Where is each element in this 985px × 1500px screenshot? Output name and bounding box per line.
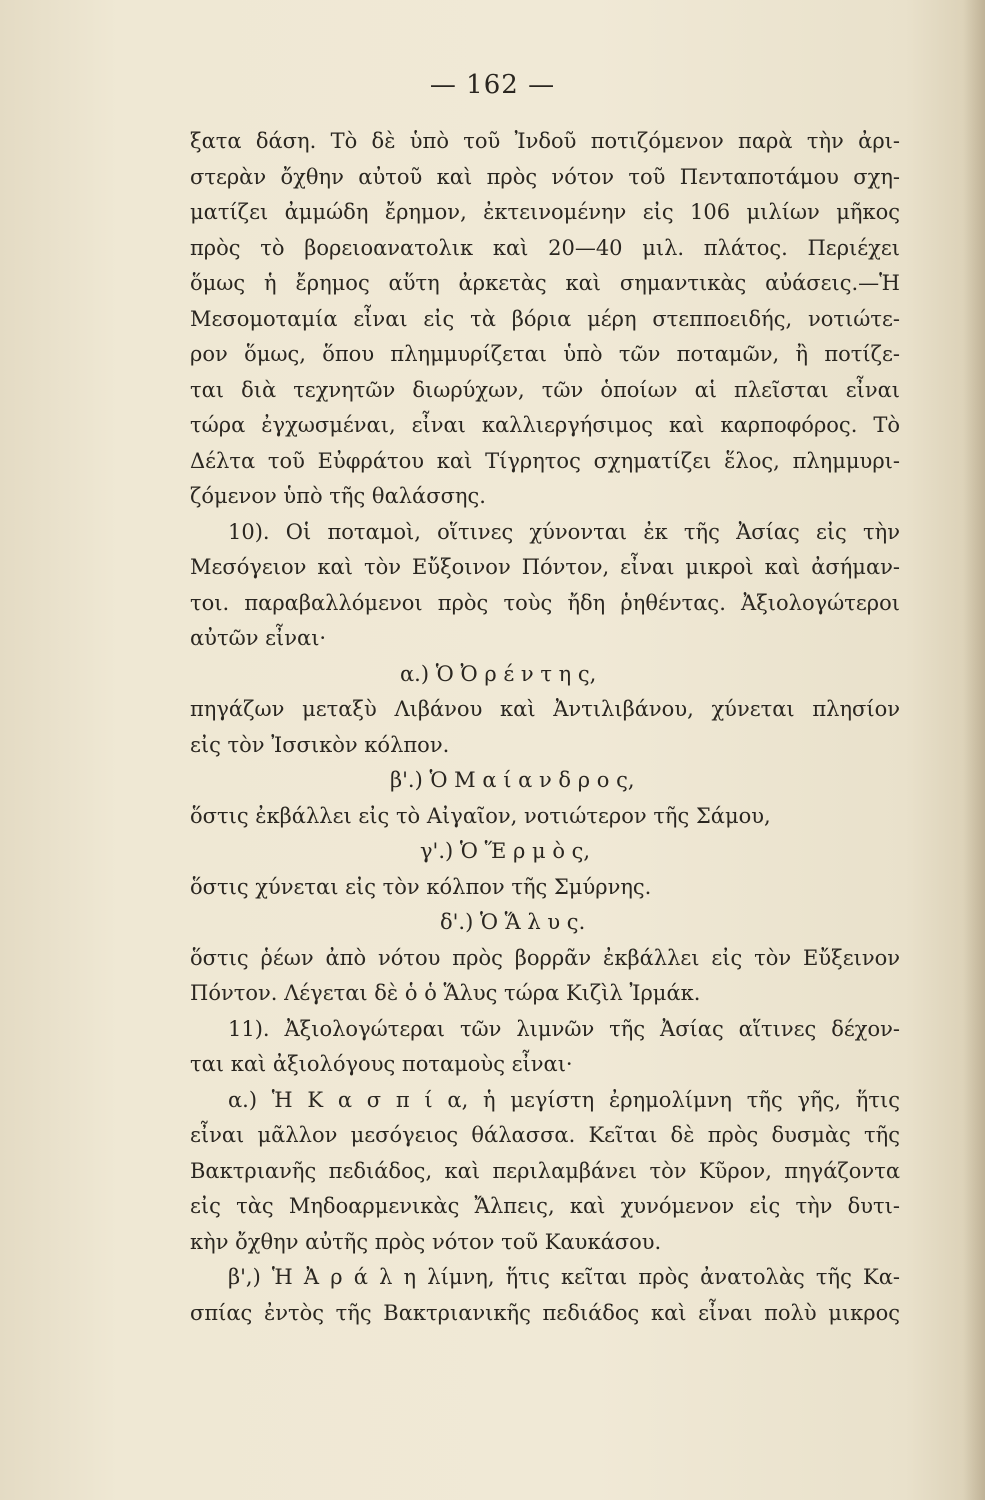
text-line: τώρα ἐγχωσμέναι, εἶναι καλλιεργήσιμος καὶ καρποφόρος. Τὸ	[190, 413, 900, 437]
text-line: στερὰν ὄχθην αὐτοῦ καὶ πρὸς νότον τοῦ Πενταποτάμου σχη-	[190, 164, 900, 189]
text-line: ματίζει ἀμμώδη ἔρημον, ἐκτεινομένην εἰς 106 μιλίων μῆκος	[190, 200, 900, 224]
text-line: τοι. παραβαλλόμενοι πρὸς τοὺς ἤδη ῥηθέντας. Ἀξιολογώτεροι	[190, 590, 900, 615]
text-line: κὴν ὄχθην αὐτῆς πρὸς νότον τοῦ Καυκάσου.	[190, 1229, 662, 1254]
text-line: ξατα δάση. Τὸ δὲ ὑπὸ τοῦ Ἰνδοῦ ποτιζόμενον παρὰ τὴν ἀρι-	[190, 129, 900, 153]
text-line: ται διὰ τεχνητῶν διωρύχων, τῶν ὁποίων αἱ πλεῖσται εἶναι	[190, 377, 900, 402]
page-number: — 162 —	[429, 70, 556, 100]
body-text	[190, 124, 900, 1331]
text-line: Δέλτα τοῦ Εὐφράτου καὶ Τίγρητος σχηματίζει ἕλος, πλημμυρι-	[190, 448, 900, 473]
paragraph-10-start: 10). Οἱ ποταμοὶ, οἵτινες χύνονται ἐκ τῆς Ἀσίας εἰς τὴν	[228, 519, 900, 544]
text-line: εἰς τὰς Μηδοαρμενικὰς Ἄλπεις, καὶ χυνόμενον εἰς τὴν δυτι-	[190, 1194, 900, 1218]
lake-heading-caspian: α.) Ἡ Κ α σ π ί α, ἡ μεγίστη ἐρημολίμνη τῆς γῆς, ἥτις	[228, 1087, 900, 1112]
text-line: ὅστις ῥέων ἀπὸ νότου πρὸς βορρᾶν ἐκβάλλει εἰς τὸν Εὔξεινον	[190, 945, 900, 970]
text-line: ὅμως ἡ ἔρημος αὕτη ἀρκετὰς καὶ σημαντικὰς αὐάσεις.—Ἡ	[190, 271, 900, 295]
river-heading-halys: δ'.) Ὁ Ἅ λ υ ς.	[440, 910, 586, 934]
text-line: εἰς τὸν Ἰσσικὸν κόλπον.	[190, 732, 450, 757]
text-line: ζόμενον ὑπὸ τῆς θαλάσσης.	[190, 484, 486, 508]
paragraph-11-start: 11). Ἀξιολογώτεραι τῶν λιμνῶν τῆς Ἀσίας αἵτινες δέχον-	[228, 1016, 900, 1041]
river-heading-maeander: β'.) Ὁ Μ α ί α ν δ ρ ο ς,	[390, 768, 635, 792]
text-line: Μεσόγειον καὶ τὸν Εὔξοινον Πόντον, εἶναι μικροὶ καὶ ἀσήμαν-	[190, 555, 900, 579]
text-line: ρον ὅμως, ὅπου πλημμυρίζεται ὑπὸ τῶν ποταμῶν, ἢ ποτίζε-	[190, 342, 900, 366]
text-line: εἶναι μᾶλλον μεσόγειος θάλασσα. Κεῖται δὲ πρὸς δυσμὰς τῆς	[190, 1123, 900, 1147]
text-line: αὐτῶν εἶναι·	[190, 626, 327, 650]
lake-heading-aral: β',) Ἡ Ἀ ρ ά λ η λίμνη, ἥτις κεῖται πρὸς ἀνατολὰς τῆς Κα-	[228, 1265, 900, 1289]
text-line: Μεσομοταμία εἶναι εἰς τὰ βόρια μέρη στεπποειδής, νοτιώτε-	[190, 306, 900, 331]
text-line: ὅστις χύνεται εἰς τὸν κόλπον τῆς Σμύρνης.	[190, 874, 652, 899]
text-line: ὅστις ἐκβάλλει εἰς τὸ Αἰγαῖον, νοτιώτερον τῆς Σάμου,	[190, 803, 771, 828]
text-line: πρὸς τὸ βορειοανατολικ καὶ 20—40 μιλ. πλάτος. Περιέχει	[190, 235, 900, 260]
text-line: Πόντον. Λέγεται δὲ ὁ ὁ Ἅλυς τώρα Κιζὶλ Ἰρμάκ.	[190, 981, 701, 1005]
page-fold-shadow	[963, 0, 985, 1500]
river-heading-hermus: γ'.) Ὁ Ἕ ρ μ ὸ ς,	[420, 839, 591, 863]
text-line: πηγάζων μεταξὺ Λιβάνου καὶ Ἀντιλιβάνου, χύνεται πλησίον	[190, 697, 900, 721]
river-heading-orontes: α.) Ὁ Ὀ ρ έ ν τ η ς,	[400, 661, 597, 686]
text-line: σπίας ἐντὸς τῆς Βακτριανικῆς πεδιάδος καὶ εἶναι πολὺ μικρος	[190, 1300, 900, 1325]
text-line: ται καὶ ἀξιολόγους ποταμοὺς εἶναι·	[190, 1052, 573, 1076]
text-line: Βακτριανῆς πεδιάδος, καὶ περιλαμβάνει τὸν Κῦρον, πηγάζοντα	[190, 1158, 900, 1183]
